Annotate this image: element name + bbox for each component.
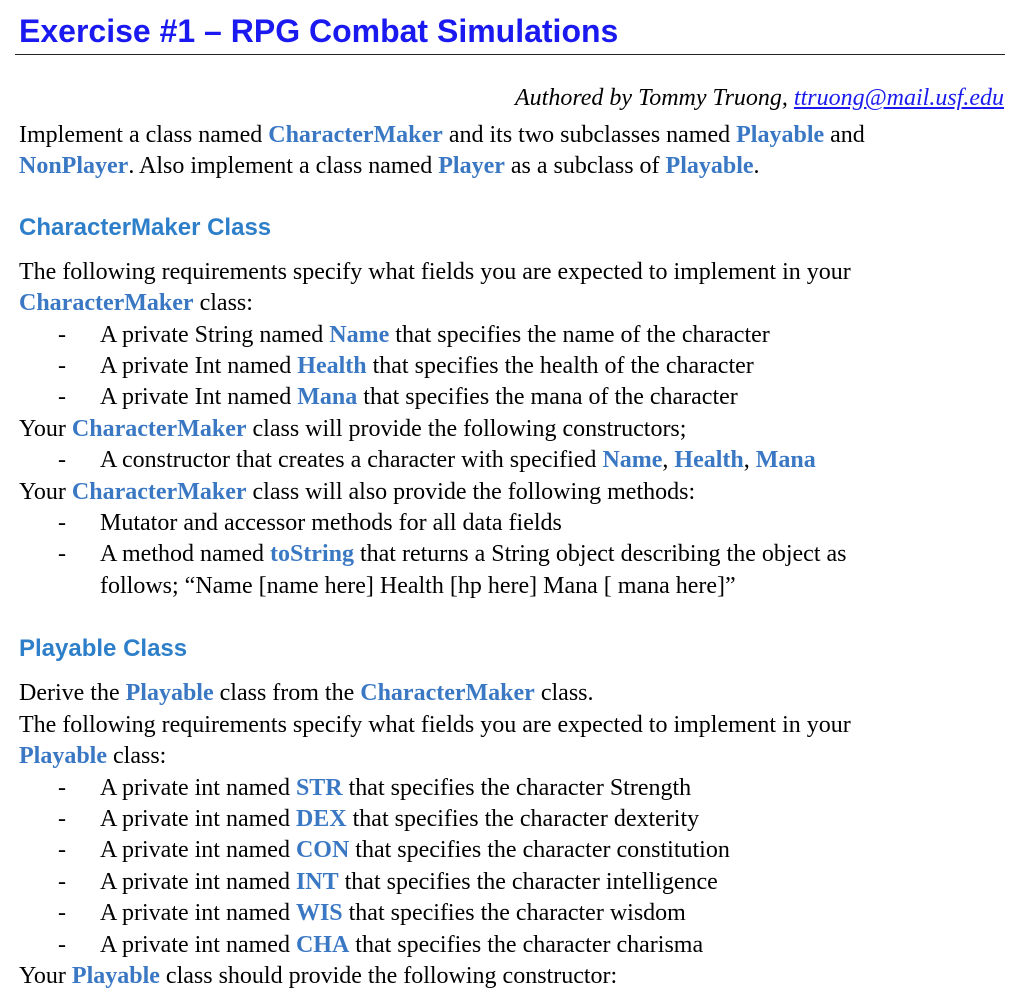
- document-title: Exercise #1 – RPG Combat Simulations: [19, 13, 619, 49]
- item-text: ,: [743, 447, 756, 474]
- playable-fields-list: [19, 773, 1005, 961]
- requirements-paragraph: [19, 257, 1005, 320]
- keyword-str: STR: [295, 774, 343, 801]
- list-item: [19, 351, 1005, 382]
- item-text: that specifies the character intelligence: [338, 868, 718, 895]
- list-item: [19, 539, 1005, 602]
- item-text: Mutator and accessor methods for all data fields: [100, 510, 562, 537]
- derive-text: class from the: [213, 680, 361, 707]
- item-text: that specifies the character constitution: [349, 837, 730, 864]
- derive-text: class.: [534, 680, 594, 707]
- intro-text: .: [753, 153, 760, 180]
- keyword-charactermaker: CharacterMaker: [19, 290, 194, 317]
- keyword-nonplayer: NonPlayer: [19, 153, 129, 180]
- keyword-int: INT: [295, 868, 339, 895]
- keyword-player: Player: [438, 153, 505, 180]
- requirements-text: The following requirements specify what fields you are expected to implement in your: [19, 258, 851, 285]
- keyword-health: Health: [674, 447, 744, 474]
- item-text: A private int named: [100, 837, 296, 864]
- intro-text: Implement a class named: [19, 122, 269, 148]
- keyword-charactermaker: CharacterMaker: [71, 415, 247, 442]
- list-item: [19, 930, 1005, 961]
- constructor-text: class should provide the following constructor:: [159, 962, 618, 989]
- keyword-dex: DEX: [295, 805, 347, 832]
- keyword-cha: CHA: [295, 931, 350, 958]
- item-text: A private int named: [100, 868, 296, 895]
- keyword-playable: Playable: [19, 743, 107, 770]
- title-divider: [15, 54, 1005, 55]
- item-text: that specifies the mana of the character: [357, 384, 738, 411]
- intro-text: and its two subclasses named: [442, 122, 737, 148]
- methods-list: [19, 508, 1005, 602]
- keyword-mana: Mana: [755, 447, 816, 474]
- keyword-name: Name: [602, 447, 663, 474]
- keyword-wis: WIS: [295, 900, 343, 927]
- requirements-text: class:: [193, 290, 253, 317]
- list-item: [19, 867, 1005, 898]
- intro-text: and: [824, 122, 865, 148]
- constructors-intro: [19, 414, 1005, 445]
- methods-text: Your: [19, 478, 72, 505]
- keyword-playable: Playable: [665, 153, 754, 180]
- keyword-con: CON: [295, 837, 350, 864]
- section-heading-charactermaker: CharacterMaker Class: [19, 213, 272, 241]
- intro-text: as a subclass of: [504, 153, 666, 180]
- item-text: that specifies the character charisma: [349, 931, 704, 958]
- methods-text: class will also provide the following methods:: [246, 478, 696, 505]
- requirements-text: class:: [107, 743, 167, 770]
- keyword-playable: Playable: [736, 122, 825, 148]
- charactermaker-fields-list: [19, 320, 1005, 414]
- keyword-health: Health: [297, 353, 367, 380]
- item-text: A private int named: [100, 931, 296, 958]
- item-text: A private int named: [100, 774, 296, 801]
- list-item: [19, 320, 1005, 351]
- constructors-text: class will provide the following constructors;: [246, 415, 687, 442]
- keyword-charactermaker: CharacterMaker: [71, 478, 247, 505]
- derive-paragraph: [19, 678, 1005, 709]
- item-text-continuation: follows; “Name [name here] Health [hp here] Mana [ mana here]”: [100, 572, 736, 599]
- section-heading-playable: Playable Class: [19, 635, 188, 663]
- list-item: [19, 835, 1005, 866]
- item-text: that specifies the health of the character: [366, 353, 754, 380]
- keyword-charactermaker: CharacterMaker: [360, 680, 535, 707]
- item-text: that returns a String object describing the object as: [353, 541, 847, 568]
- item-text: that specifies the name of the character: [389, 321, 770, 348]
- requirements-paragraph: [19, 710, 1005, 773]
- requirements-text: The following requirements specify what fields you are expected to implement in your: [19, 711, 851, 738]
- item-text: ,: [662, 447, 675, 474]
- document-page: [19, 0, 1005, 992]
- author-email-link[interactable]: ttruong@mail.usf.edu: [793, 85, 1004, 111]
- list-item: [19, 382, 1005, 413]
- list-item: [19, 445, 1005, 476]
- intro-paragraph: [19, 120, 1005, 183]
- list-item: [19, 773, 1005, 804]
- intro-text: . Also implement a class named: [128, 153, 439, 180]
- keyword-name: Name: [329, 321, 390, 348]
- item-text: A private int named: [100, 900, 296, 927]
- item-text: A private Int named: [100, 353, 298, 380]
- constructor-text: Your: [19, 962, 72, 989]
- item-text: A private Int named: [100, 384, 298, 411]
- derive-text: Derive the: [19, 680, 126, 707]
- constructors-text: Your: [19, 415, 72, 442]
- keyword-playable: Playable: [71, 962, 160, 989]
- keyword-playable: Playable: [125, 680, 214, 707]
- keyword-charactermaker: CharacterMaker: [268, 122, 443, 148]
- list-item: [19, 804, 1005, 835]
- item-text: A method named: [100, 541, 270, 568]
- list-item: [19, 898, 1005, 929]
- item-text: A constructor that creates a character with specified: [100, 447, 603, 474]
- playable-constructor-intro: [19, 961, 1005, 992]
- item-text: A private int named: [100, 805, 296, 832]
- item-text: A private String named: [100, 321, 330, 348]
- keyword-tostring: toString: [269, 541, 354, 568]
- keyword-mana: Mana: [297, 384, 358, 411]
- methods-intro: [19, 477, 1005, 508]
- constructors-list: [19, 445, 1005, 476]
- item-text: that specifies the character dexterity: [346, 805, 700, 832]
- list-item: [19, 508, 1005, 539]
- item-text: that specifies the character Strength: [342, 774, 692, 801]
- author-line: [19, 83, 1005, 113]
- author-prefix: Authored by Tommy Truong,: [515, 85, 794, 111]
- item-text: that specifies the character wisdom: [342, 900, 686, 927]
